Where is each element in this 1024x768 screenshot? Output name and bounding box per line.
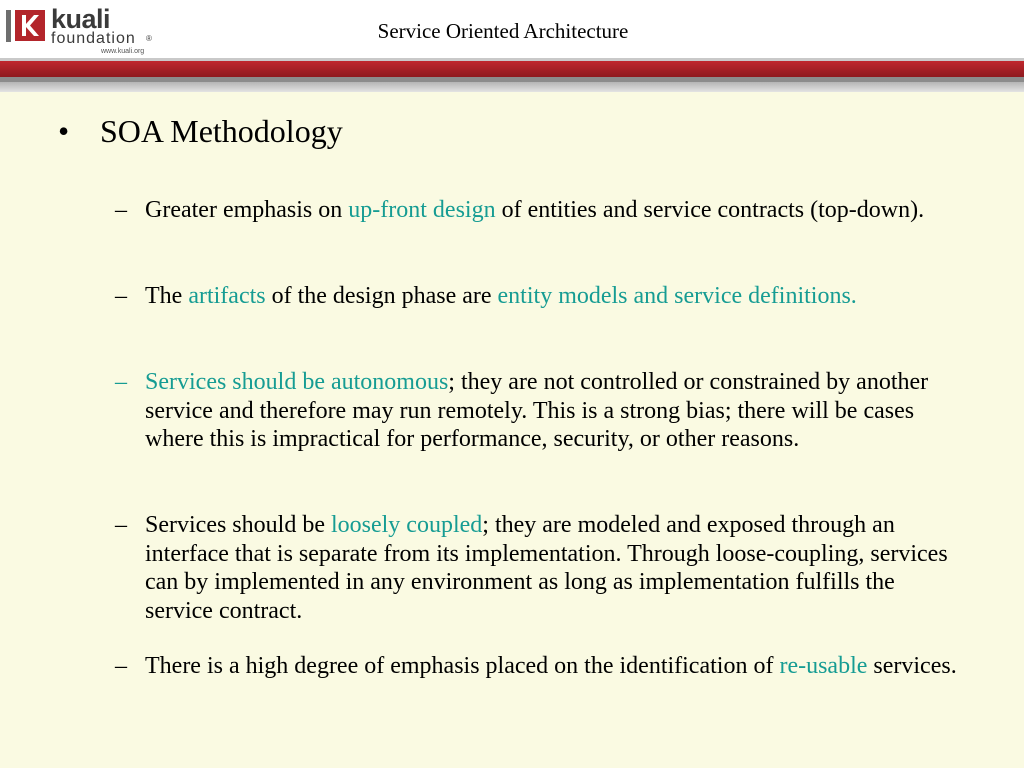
list-item-text: [145, 368, 965, 454]
text-span: of entities and service contracts (top-down).: [495, 197, 925, 223]
logo-url: www.kuali.org: [101, 48, 145, 55]
text-span: ; they are modeled and exposed through an interface that is separate from its implementation. Through loose-coupling, services can by implemented in any environment as long as implementation fulfills the service contract.: [145, 512, 948, 624]
slide-header: [0, 0, 1024, 58]
highlight-text: Services should be autonomous: [145, 369, 449, 395]
highlight-text: up-front design: [348, 197, 496, 223]
list-item-text: [145, 282, 965, 311]
text-span: Greater emphasis on: [145, 197, 349, 223]
dash-marker: –: [115, 283, 127, 309]
dash-marker: –: [115, 197, 127, 223]
logo-wordmark: kuali: [51, 4, 111, 34]
list-item-text: [145, 652, 965, 681]
text-span: Services should be: [145, 512, 331, 538]
text-span: There is a high degree of emphasis placed on the identification of: [145, 653, 780, 679]
dash-marker: –: [115, 512, 127, 538]
header-divider-shadow: [0, 82, 1024, 92]
dash-marker: –: [115, 369, 127, 395]
dash-marker: –: [115, 653, 127, 679]
slide-title: Service Oriented Architecture: [377, 19, 629, 43]
highlight-text: entity models and service definitions.: [497, 283, 857, 309]
highlight-text: re-usable: [779, 653, 868, 679]
highlight-text: artifacts: [188, 283, 266, 309]
list-item-text: [145, 511, 965, 625]
list-item-text: [145, 196, 965, 225]
logo-registered-mark: ®: [146, 34, 152, 43]
text-span: of the design phase are: [265, 283, 498, 309]
slide-content: [0, 92, 1024, 768]
text-span: ; they are not controlled or constrained by another service and therefore may run remotely. This is a strong bias; there will be cases where this is impractical for performance, security, or other reasons.: [145, 369, 929, 452]
text-span: The: [145, 283, 189, 309]
text-span: services.: [867, 653, 957, 679]
header-divider-red: [0, 61, 1024, 77]
highlight-text: loosely coupled: [330, 512, 483, 538]
bullet-marker: •: [58, 113, 70, 149]
logo-subtitle: foundation: [51, 30, 136, 47]
section-heading: SOA Methodology: [100, 113, 343, 149]
